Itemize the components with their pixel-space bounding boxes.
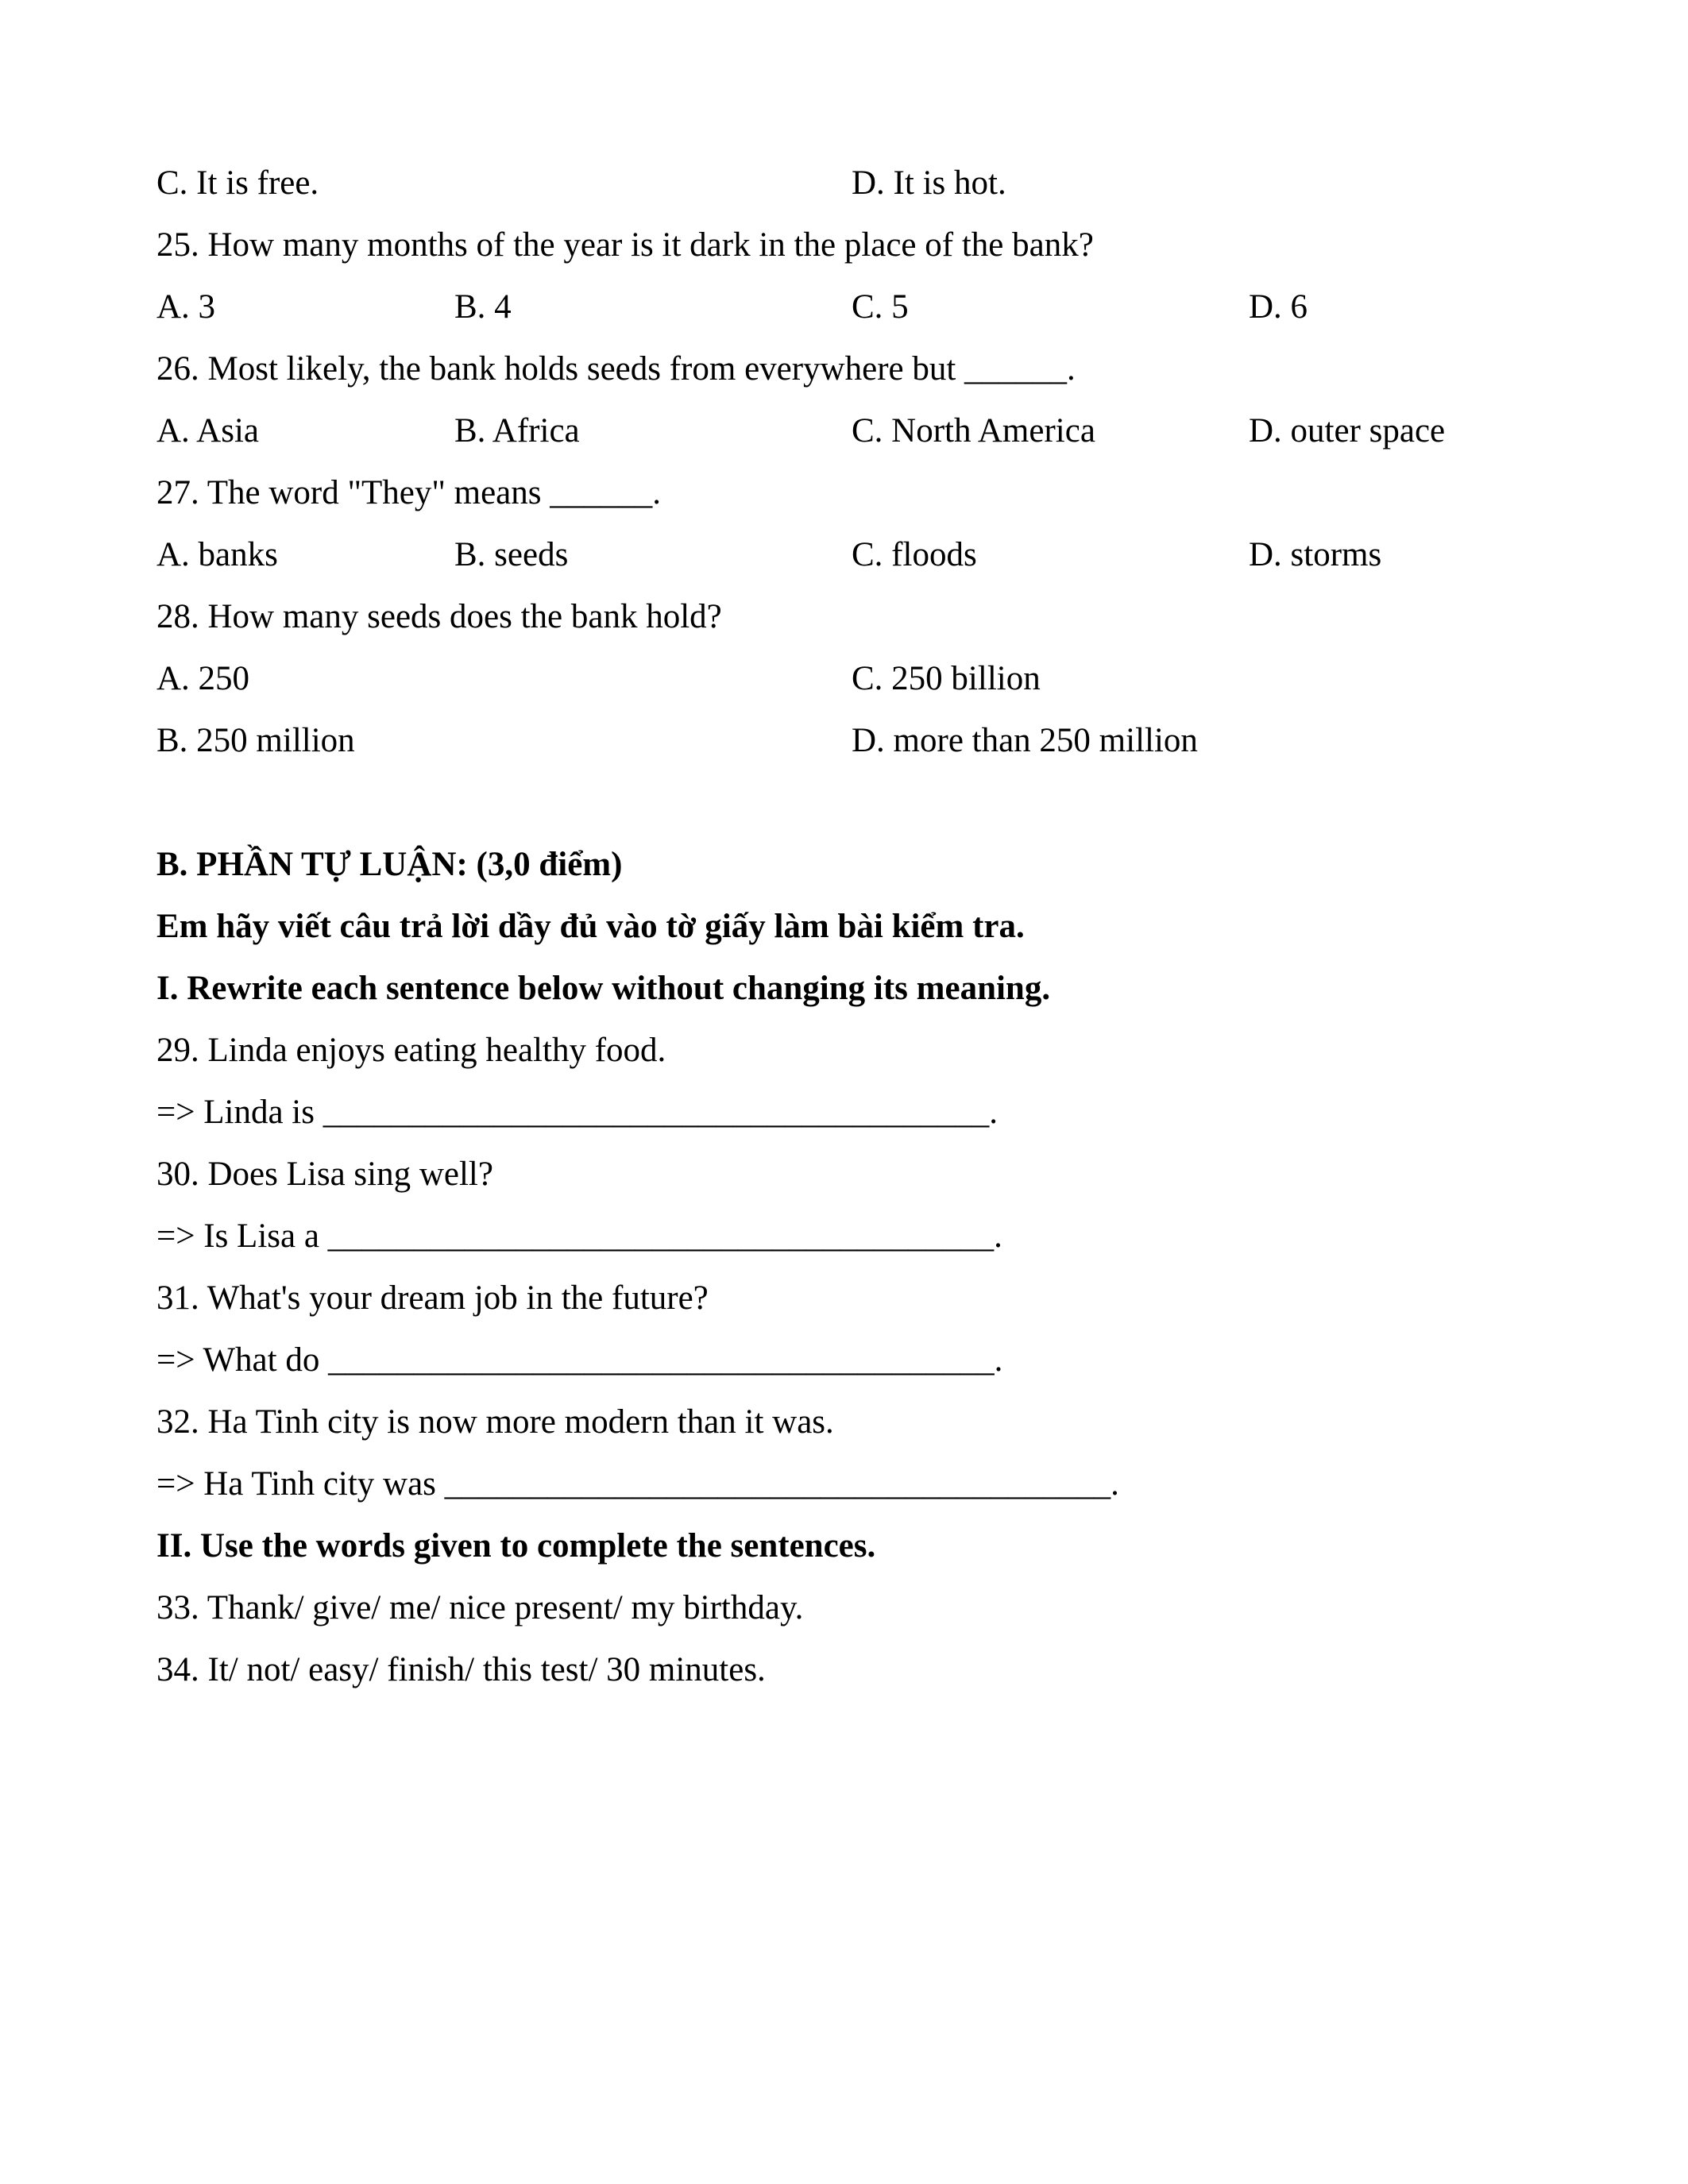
q27-stem: 27. The word "They" means ______.	[156, 474, 662, 511]
q24-option-c: C. It is free.	[156, 164, 319, 202]
q27-option-d: D. storms	[1249, 536, 1382, 573]
q26-stem: 26. Most likely, the bank holds seeds from everywhere but ______.	[156, 350, 1076, 388]
q29-answer-line: => Linda is _______________________________________.	[156, 1094, 998, 1131]
q28-option-d: D. more than 250 million	[852, 722, 1198, 759]
q26-options-row	[156, 400, 1539, 462]
q30-answer-line: => Is Lisa a _______________________________________.	[156, 1217, 1002, 1255]
part2-heading: II. Use the words given to complete the sentences.	[156, 1527, 876, 1565]
q26-option-b: B. Africa	[454, 412, 580, 450]
section-b-heading: B. PHẦN TỰ LUẬN: (3,0 điểm)	[156, 846, 623, 883]
q25-options-row	[156, 276, 1539, 338]
q30-prompt: 30. Does Lisa sing well?	[156, 1156, 493, 1193]
q31-prompt: 31. What's your dream job in the future?	[156, 1279, 709, 1317]
q28-option-b: B. 250 million	[156, 722, 355, 759]
q28-option-a: A. 250	[156, 660, 250, 697]
q28-options-row-1	[156, 648, 1539, 710]
section-spacer	[156, 772, 1539, 834]
q28-option-c: C. 250 billion	[852, 660, 1041, 697]
section-b-instruction: Em hãy viết câu trả lời dầy đủ vào tờ giấy làm bài kiểm tra.	[156, 908, 1025, 945]
q25-option-a: A. 3	[156, 288, 216, 326]
q33-prompt: 33. Thank/ give/ me/ nice present/ my birthday.	[156, 1589, 804, 1626]
q27-option-b: B. seeds	[454, 536, 569, 573]
q24-options-row	[156, 152, 1539, 214]
q28-stem: 28. How many seeds does the bank hold?	[156, 598, 722, 635]
q25-stem: 25. How many months of the year is it dark in the place of the bank?	[156, 226, 1094, 264]
q31-answer-line: => What do _______________________________________.	[156, 1341, 1003, 1379]
q28-options-row-2	[156, 710, 1539, 772]
exam-page	[156, 152, 1539, 1701]
q25-option-b: B. 4	[454, 288, 512, 326]
q32-answer-line: => Ha Tinh city was _______________________________________.	[156, 1465, 1119, 1503]
q34-prompt: 34. It/ not/ easy/ finish/ this test/ 30 minutes.	[156, 1651, 766, 1688]
q27-options-row	[156, 524, 1539, 586]
q27-option-c: C. floods	[852, 536, 977, 573]
q24-option-d: D. It is hot.	[852, 164, 1006, 202]
q32-prompt: 32. Ha Tinh city is now more modern than it was.	[156, 1403, 834, 1441]
q26-option-d: D. outer space	[1249, 412, 1446, 450]
part1-heading: I. Rewrite each sentence below without changing its meaning.	[156, 970, 1051, 1007]
q27-option-a: A. banks	[156, 536, 278, 573]
q25-option-d: D. 6	[1249, 288, 1308, 326]
q25-option-c: C. 5	[852, 288, 909, 326]
q26-option-c: C. North America	[852, 412, 1095, 450]
q26-option-a: A. Asia	[156, 412, 259, 450]
q29-prompt: 29. Linda enjoys eating healthy food.	[156, 1032, 666, 1069]
